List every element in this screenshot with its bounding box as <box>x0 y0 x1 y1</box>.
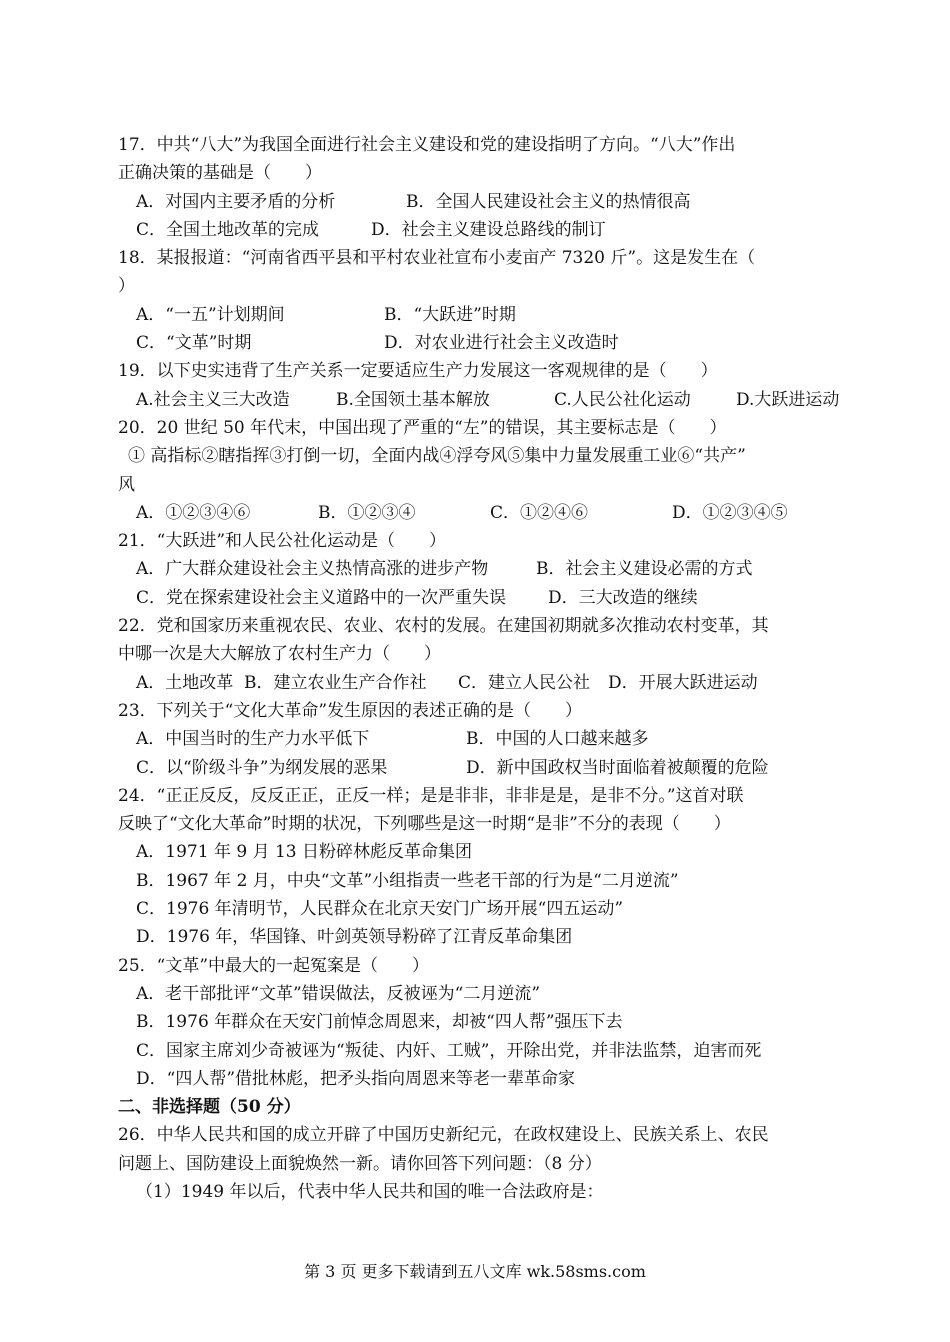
q20-option-d: D．①②③④⑤ <box>672 502 788 523</box>
q20-option-b: B．①②③④ <box>318 502 416 523</box>
q24-stem-line2: 反映了“文化大革命”时期的状况，下列哪些是这一时期“是非”不分的表现（ ） <box>118 814 731 835</box>
q26-sub1: （1）1949 年以后，代表中华人民共和国的唯一合法政府是： <box>136 1181 604 1202</box>
q21-option-d: D．三大改造的继续 <box>548 587 698 608</box>
q24-option-a: A．1971 年 9 月 13 日粉碎林彪反革命集团 <box>136 842 473 863</box>
q25-option-d: D．“四人帮”借批林彪，把矛头指向周恩来等老一辈革命家 <box>136 1068 576 1089</box>
q25-option-a: A．老干部批评“文革”错误做法，反被诬为“二月逆流” <box>136 983 541 1004</box>
q20-stem-line3: 风 <box>118 474 135 495</box>
q22-option-a: A．土地改革 <box>136 672 234 693</box>
q18-option-a: A．“一五”计划期间 <box>136 304 285 325</box>
exam-content <box>118 131 868 1206</box>
q23-option-d: D．新中国政权当时面临着被颠覆的危险 <box>466 757 769 778</box>
q20-options-row <box>118 499 868 527</box>
q20-option-a: A．①②③④⑥ <box>136 502 251 523</box>
q18-options-row1 <box>118 301 868 329</box>
q20-stem-line1: 20．20 世纪 50 年代末，中国出现了严重的“左”的错误，其主要标志是（ ） <box>118 417 727 438</box>
q23-option-b: B．中国的人口越来越多 <box>466 729 649 750</box>
q24-option-c: C．1976 年清明节，人民群众在北京天安门广场开展“四五运动” <box>136 899 624 920</box>
q18-option-d: D．对农业进行社会主义改造时 <box>384 333 619 354</box>
q23-options-row1 <box>118 725 868 753</box>
q21-stem-line1: 21．“大跃进”和人民公社化运动是（ ） <box>118 531 447 552</box>
q24-stem-line1: 24．“正正反反，反反正正，正反一样；是是非非，非非是是，是非不分。”这首对联 <box>118 785 744 806</box>
q21-options-row2 <box>118 584 868 612</box>
q18-option-c: C．“文革”时期 <box>136 333 252 354</box>
q24-option-b: B．1967 年 2 月，中央“文革”小组指责一些老干部的行为是“二月逆流” <box>136 870 679 891</box>
q19-options-row <box>118 386 868 414</box>
q19-stem-line1: 19．以下史实违背了生产关系一定要适应生产力发展这一客观规律的是（ ） <box>118 361 718 382</box>
q25-option-b: B．1976 年群众在天安门前悼念周恩来，却被“四人帮”强压下去 <box>136 1012 623 1033</box>
q22-stem-line2: 中哪一次是大大解放了农村生产力（ ） <box>118 644 441 665</box>
q19-option-d: D.大跃进运动 <box>736 389 840 410</box>
q23-option-c: C．以“阶级斗争”为纲发展的恶果 <box>136 757 388 778</box>
q25-option-c: C．国家主席刘少奇被诬为“叛徒、内奸、工贼”，开除出党，并非法监禁，迫害而死 <box>136 1040 762 1061</box>
q17-options-row1 <box>118 188 868 216</box>
q18-options-row2 <box>118 329 868 357</box>
q22-options-row <box>118 669 868 697</box>
q18-option-b: B．“大跃进”时期 <box>384 304 516 325</box>
q17-option-a: A．对国内主要矛盾的分析 <box>136 191 336 212</box>
q20-stem-line2: ① 高指标②瞎指挥③打倒一切，全面内战④浮夸风⑤集中力量发展重工业⑥“共产” <box>128 446 746 467</box>
q18-stem-line1: 18．某报报道：“河南省西平县和平村农业社宣布小麦亩产 7320 斤”。这是发生在（ <box>118 248 756 269</box>
q21-option-b: B．社会主义建设必需的方式 <box>536 559 753 580</box>
q17-option-b: B．全国人民建设社会主义的热情很高 <box>406 191 691 212</box>
q17-option-d: D．社会主义建设总路线的制订 <box>371 219 606 240</box>
q26-stem-line1: 26．中华人民共和国的成立开辟了中国历史新纪元，在政权建设上、民族关系上、农民 <box>118 1125 769 1146</box>
q21-option-c: C．党在探索建设社会主义道路中的一次严重失误 <box>136 587 507 608</box>
q19-option-c: C.人民公社化运动 <box>554 389 691 410</box>
section-heading-non-choice: 二、非选择题（50 分） <box>118 1097 301 1118</box>
q26-stem-line2: 问题上、国防建设上面貌焕然一新。请你回答下列问题：（8 分） <box>118 1153 602 1174</box>
q19-option-a: A.社会主义三大改造 <box>136 389 290 410</box>
q21-option-a: A．广大群众建设社会主义热情高涨的进步产物 <box>136 559 489 580</box>
q22-option-d: D．开展大跃进运动 <box>608 672 758 693</box>
q17-options-row2 <box>118 216 868 244</box>
q23-stem-line1: 23．下列关于“文化大革命”发生原因的表述正确的是（ ） <box>118 700 583 721</box>
q17-option-c: C．全国土地改革的完成 <box>136 219 320 240</box>
q25-stem-line1: 25．“文革”中最大的一起冤案是（ ） <box>118 955 430 976</box>
q23-options-row2 <box>118 754 868 782</box>
q17-stem-line2: 正确决策的基础是（ ） <box>118 163 322 184</box>
q22-option-c: C．建立人民公社 <box>458 672 591 693</box>
q21-options-row1 <box>118 555 868 583</box>
q22-option-b: B．建立农业生产合作社 <box>244 672 427 693</box>
page-footer: 第 3 页 更多下载请到五八文库 wk.58sms.com <box>304 1262 646 1281</box>
q20-option-c: C．①②④⑥ <box>490 502 589 523</box>
q17-stem-line1: 17．中共“八大”为我国全面进行社会主义建设和党的建设指明了方向。“八大”作出 <box>118 135 736 155</box>
q24-option-d: D．1976 年，华国锋、叶剑英领导粉碎了江青反革命集团 <box>136 927 573 948</box>
q23-option-a: A．中国当时的生产力水平低下 <box>136 729 370 750</box>
q18-stem-line2: ） <box>118 276 135 297</box>
q22-stem-line1: 22．党和国家历来重视农民、农业、农村的发展。在建国初期就多次推动农村变革，其 <box>118 616 769 637</box>
q19-option-b: B.全国领土基本解放 <box>336 389 490 410</box>
